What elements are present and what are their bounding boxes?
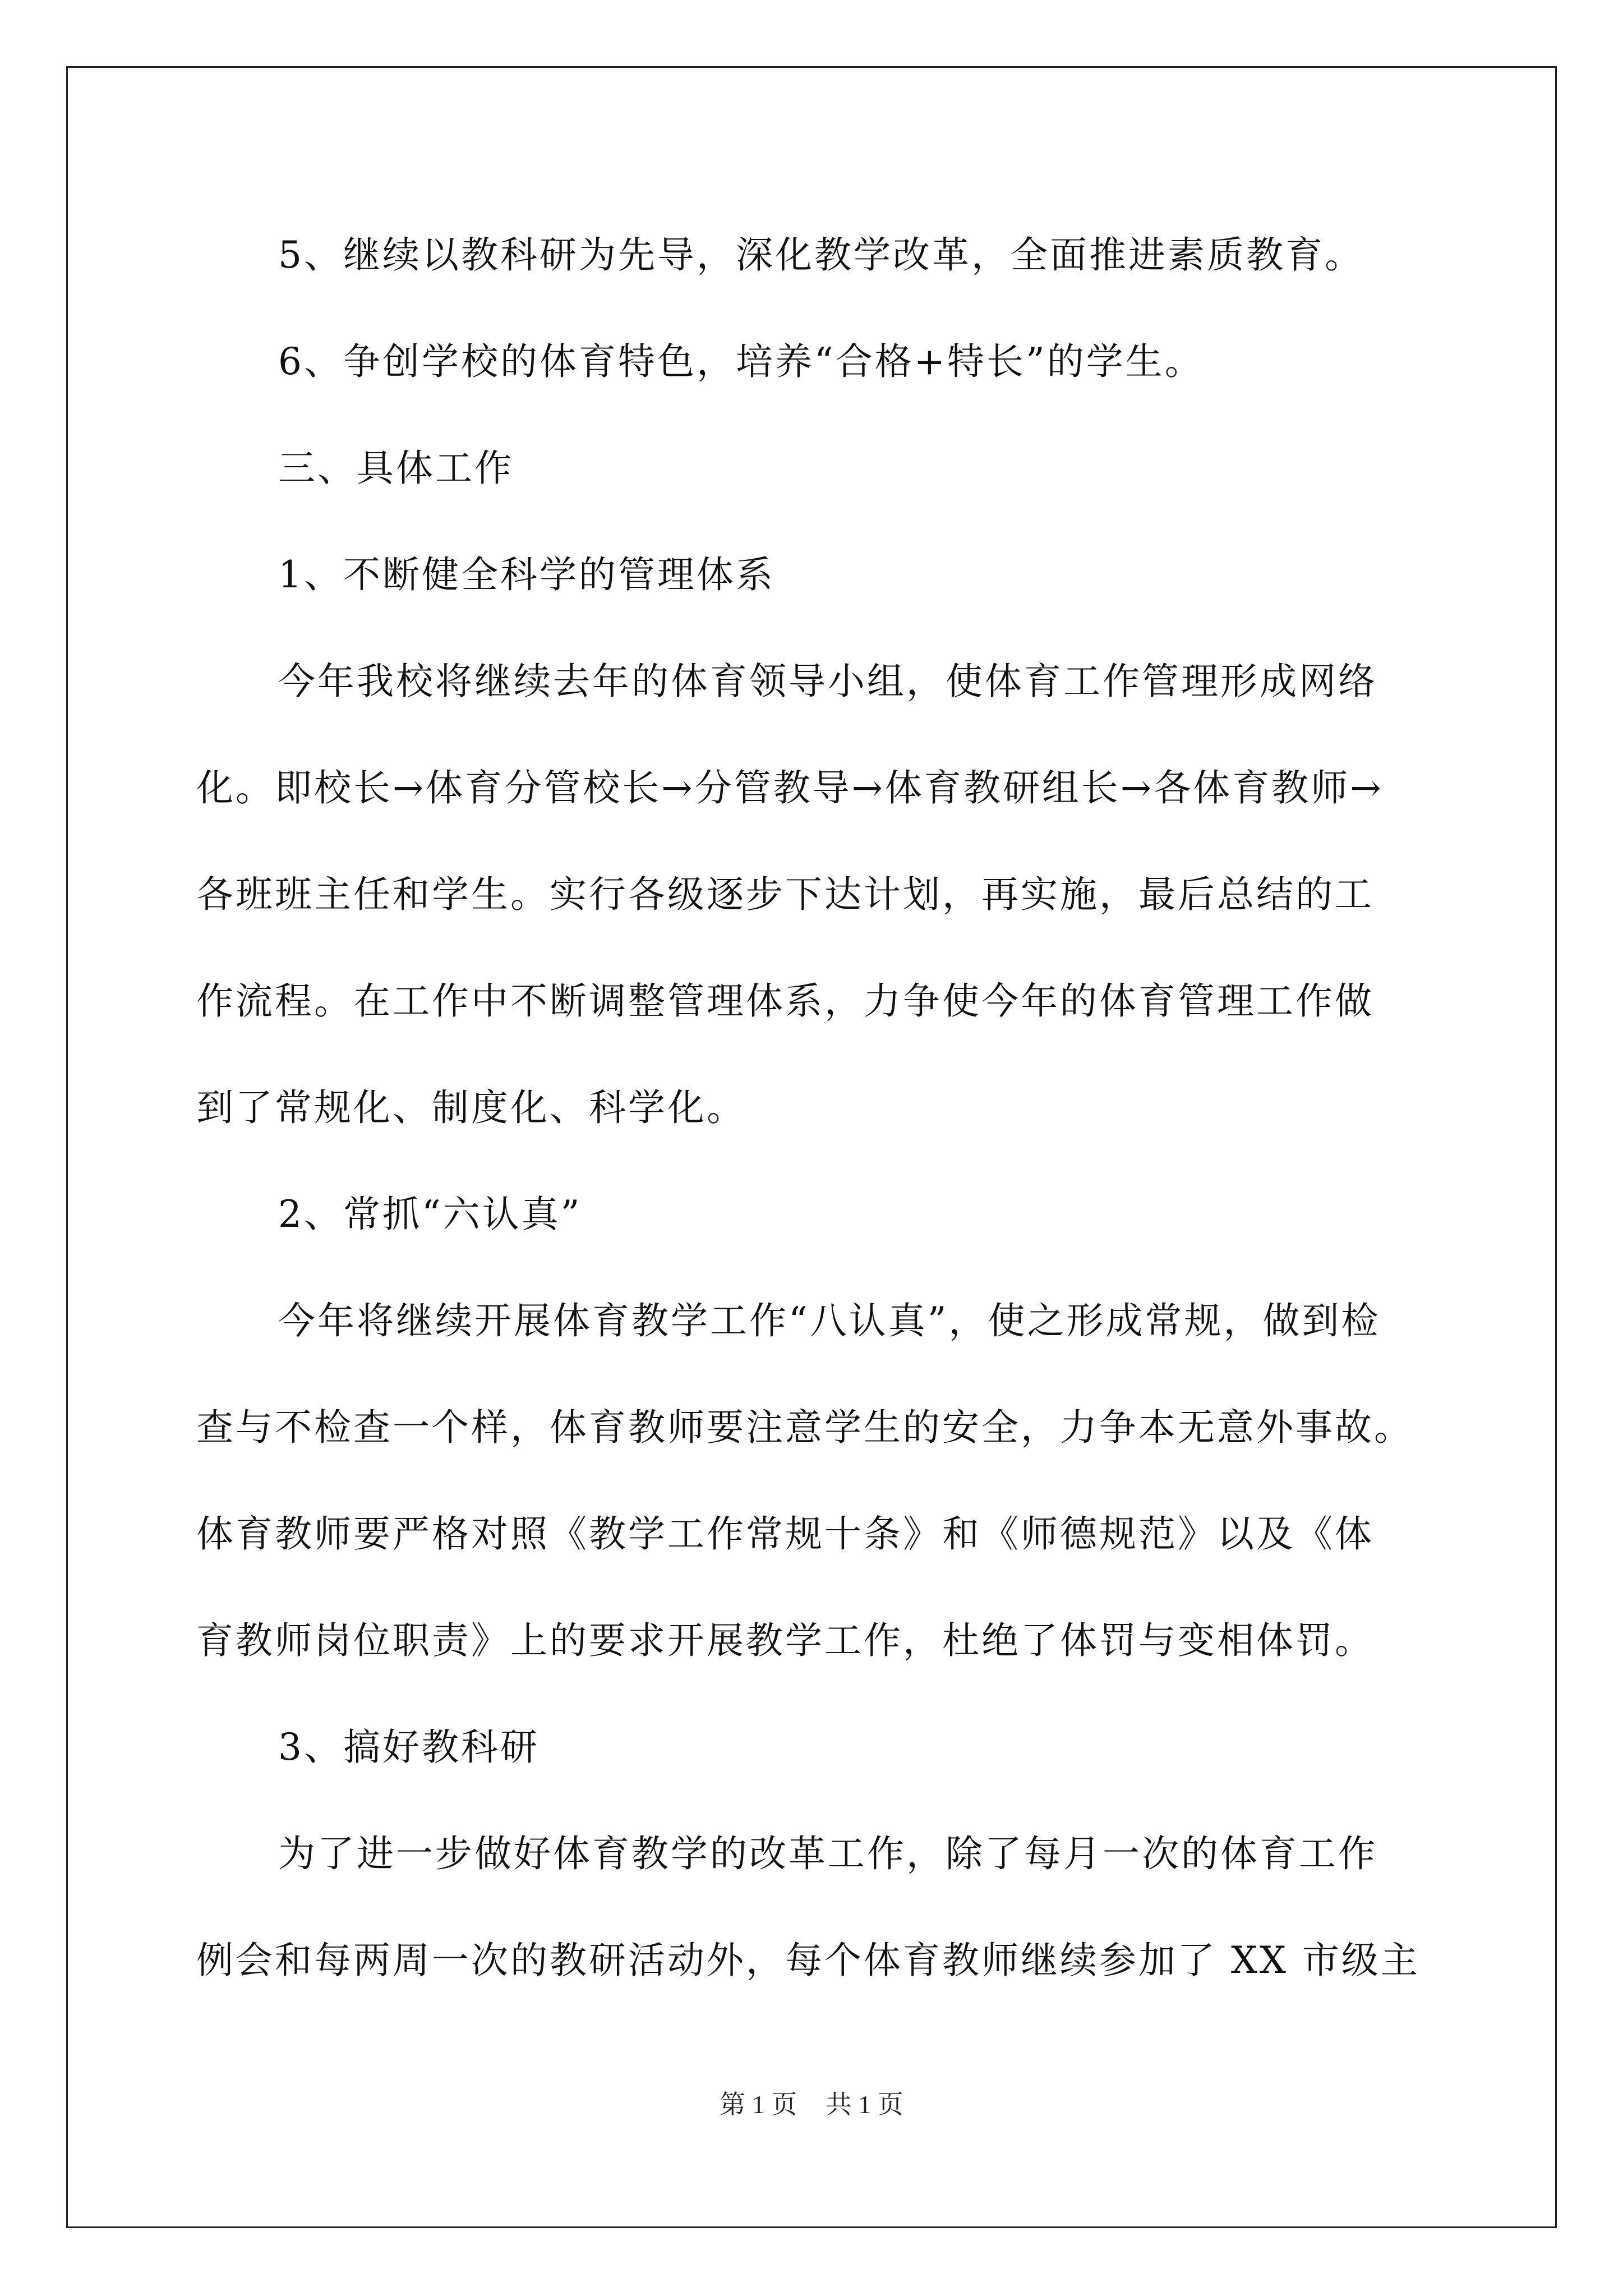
paragraph-line: 作流程。在工作中不断调整管理体系，力争使今年的体育管理工作做 <box>196 979 1374 1023</box>
text-line-goal-6: 6、争创学校的体育特色，培养“合格+特长”的学生。 <box>278 340 1204 383</box>
page-number: 第 1 页 <box>720 2090 797 2119</box>
paragraph-line: 今年我校将继续去年的体育领导小组，使体育工作管理形成网络 <box>278 660 1377 703</box>
text-line-goal-5: 5、继续以教科研为先导，深化教学改革，全面推进素质教育。 <box>278 233 1364 277</box>
subheading-3: 3、搞好教科研 <box>278 1726 540 1769</box>
paragraph-line: 体育教师要严格对照《教学工作常规十条》和《师德规范》以及《体 <box>196 1512 1374 1556</box>
paragraph-line: 例会和每两周一次的教研活动外，每个体育教师继续参加了 XX 市级主 <box>196 1939 1420 1982</box>
page-footer <box>0 2088 1623 2122</box>
subheading-1: 1、不断健全科学的管理体系 <box>278 553 775 596</box>
paragraph-line: 各班班主任和学生。实行各级逐步下达计划，再实施，最后总结的工 <box>196 873 1374 916</box>
page-border <box>66 66 1557 2228</box>
paragraph-line: 到了常规化、制度化、科学化。 <box>196 1086 746 1129</box>
paragraph-line: 查与不检查一个样，体育教师要注意学生的安全，力争本无意外事故。 <box>196 1406 1413 1449</box>
section-heading: 三、具体工作 <box>278 447 514 490</box>
subheading-2: 2、常抓“六认真” <box>278 1193 582 1236</box>
paragraph-line: 为了进一步做好体育教学的改革工作，除了每月一次的体育工作 <box>278 1832 1377 1875</box>
paragraph-line: 化。即校长→体育分管校长→分管教导→体育教研组长→各体育教师→ <box>196 766 1384 809</box>
paragraph-line: 育教师岗位职责》上的要求开展教学工作，杜绝了体罚与变相体罚。 <box>196 1619 1374 1662</box>
page-total: 共 1 页 <box>826 2090 903 2119</box>
paragraph-line: 今年将继续开展体育教学工作“八认真”，使之形成常规，做到检 <box>278 1299 1381 1342</box>
